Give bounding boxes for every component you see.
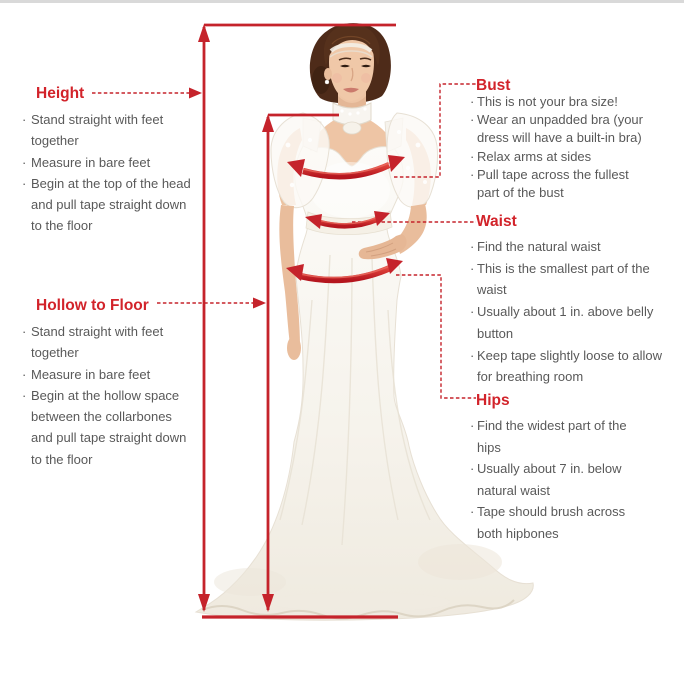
instruction-line: · Relax arms at sides	[470, 148, 643, 166]
earring	[325, 80, 329, 84]
hips-section	[470, 391, 627, 544]
bullet-dot: ·	[22, 154, 27, 170]
instruction-line: to the floor	[31, 218, 93, 234]
bullet-dot: ·	[470, 304, 475, 320]
instruction-line: and pull tape straight down	[31, 197, 187, 213]
instruction-line: · This is the smallest part of the	[470, 258, 662, 280]
bullet-dot: ·	[22, 112, 27, 127]
instruction-line: · Measure in bare feet	[22, 152, 191, 173]
instruction-line: · Wear an unpadded bra (your	[470, 111, 643, 129]
instruction-line: part of the bust	[477, 185, 564, 201]
bullet-dot: ·	[470, 148, 475, 164]
bullet-dot: ·	[22, 324, 27, 339]
waist-section	[470, 212, 662, 388]
hollow-to-floor-heading: Hollow to Floor	[36, 297, 149, 314]
instruction-line: dress will have a built-in bra)	[477, 130, 642, 146]
bullet-dot: ·	[470, 504, 475, 519]
height-section	[22, 84, 191, 237]
instruction-line: hips	[477, 439, 501, 455]
instruction-line: · Stand straight with feet	[22, 321, 186, 342]
instruction-line: · Usually about 7 in. below	[470, 458, 627, 480]
bullet-dot: ·	[470, 260, 475, 276]
train-shading	[418, 544, 502, 580]
instruction-line: natural waist	[477, 482, 550, 498]
instruction-line: · Stand straight with feet	[22, 109, 191, 130]
height-instructions	[22, 109, 191, 237]
line-arrowheads	[189, 24, 274, 612]
hollow-instructions	[22, 321, 186, 470]
instruction-line: both hipbones	[477, 525, 559, 541]
bullet-dot: ·	[22, 175, 27, 191]
bullet-dot: ·	[470, 239, 475, 254]
waist-heading: Waist	[476, 213, 517, 230]
instruction-line: together	[31, 133, 79, 149]
hollow-to-floor-section	[22, 296, 186, 470]
bullet-dot: ·	[22, 387, 27, 403]
hips-instructions	[470, 415, 627, 544]
bust-instructions	[470, 93, 643, 202]
instruction-line: · Usually about 1 in. above belly	[470, 301, 662, 323]
instruction-line: · This is not your bra size!	[470, 93, 643, 111]
instruction-line: · Find the widest part of the	[470, 415, 627, 437]
instruction-line: · Tape should brush across	[470, 501, 627, 523]
instruction-line: and pull tape straight down	[31, 430, 187, 446]
instruction-line: to the floor	[31, 451, 93, 467]
bullet-dot: ·	[470, 461, 475, 476]
instruction-line: · Begin at the top of the head	[22, 173, 191, 194]
instruction-line: for breathing room	[477, 369, 584, 385]
top-border	[0, 0, 684, 3]
instruction-line: button	[477, 325, 514, 341]
choker-ruffle	[343, 122, 361, 134]
left-hand	[287, 336, 301, 360]
instruction-line: · Pull tape across the fullest	[470, 166, 643, 184]
bullet-dot: ·	[470, 112, 475, 128]
bust-section	[470, 76, 643, 202]
hips-heading: Hips	[476, 392, 510, 409]
bullet-dot: ·	[470, 418, 475, 433]
hips-connector	[396, 275, 476, 398]
bullet-dot: ·	[470, 347, 475, 363]
bullet-dot: ·	[470, 166, 475, 182]
instruction-line: · Find the natural waist	[470, 236, 662, 258]
height-heading: Height	[36, 85, 85, 102]
instruction-line: together	[31, 345, 79, 361]
waist-instructions	[470, 236, 662, 388]
instruction-line: · Measure in bare feet	[22, 364, 186, 385]
bullet-dot: ·	[22, 366, 27, 382]
bust-heading: Bust	[476, 77, 511, 94]
instruction-line: · Begin at the hollow space	[22, 385, 186, 406]
instruction-line: · Keep tape slightly loose to allow	[470, 345, 662, 367]
ear	[324, 68, 332, 80]
bullet-dot: ·	[470, 94, 475, 109]
instruction-line: between the collarbones	[31, 409, 172, 425]
instruction-line: waist	[477, 282, 507, 298]
